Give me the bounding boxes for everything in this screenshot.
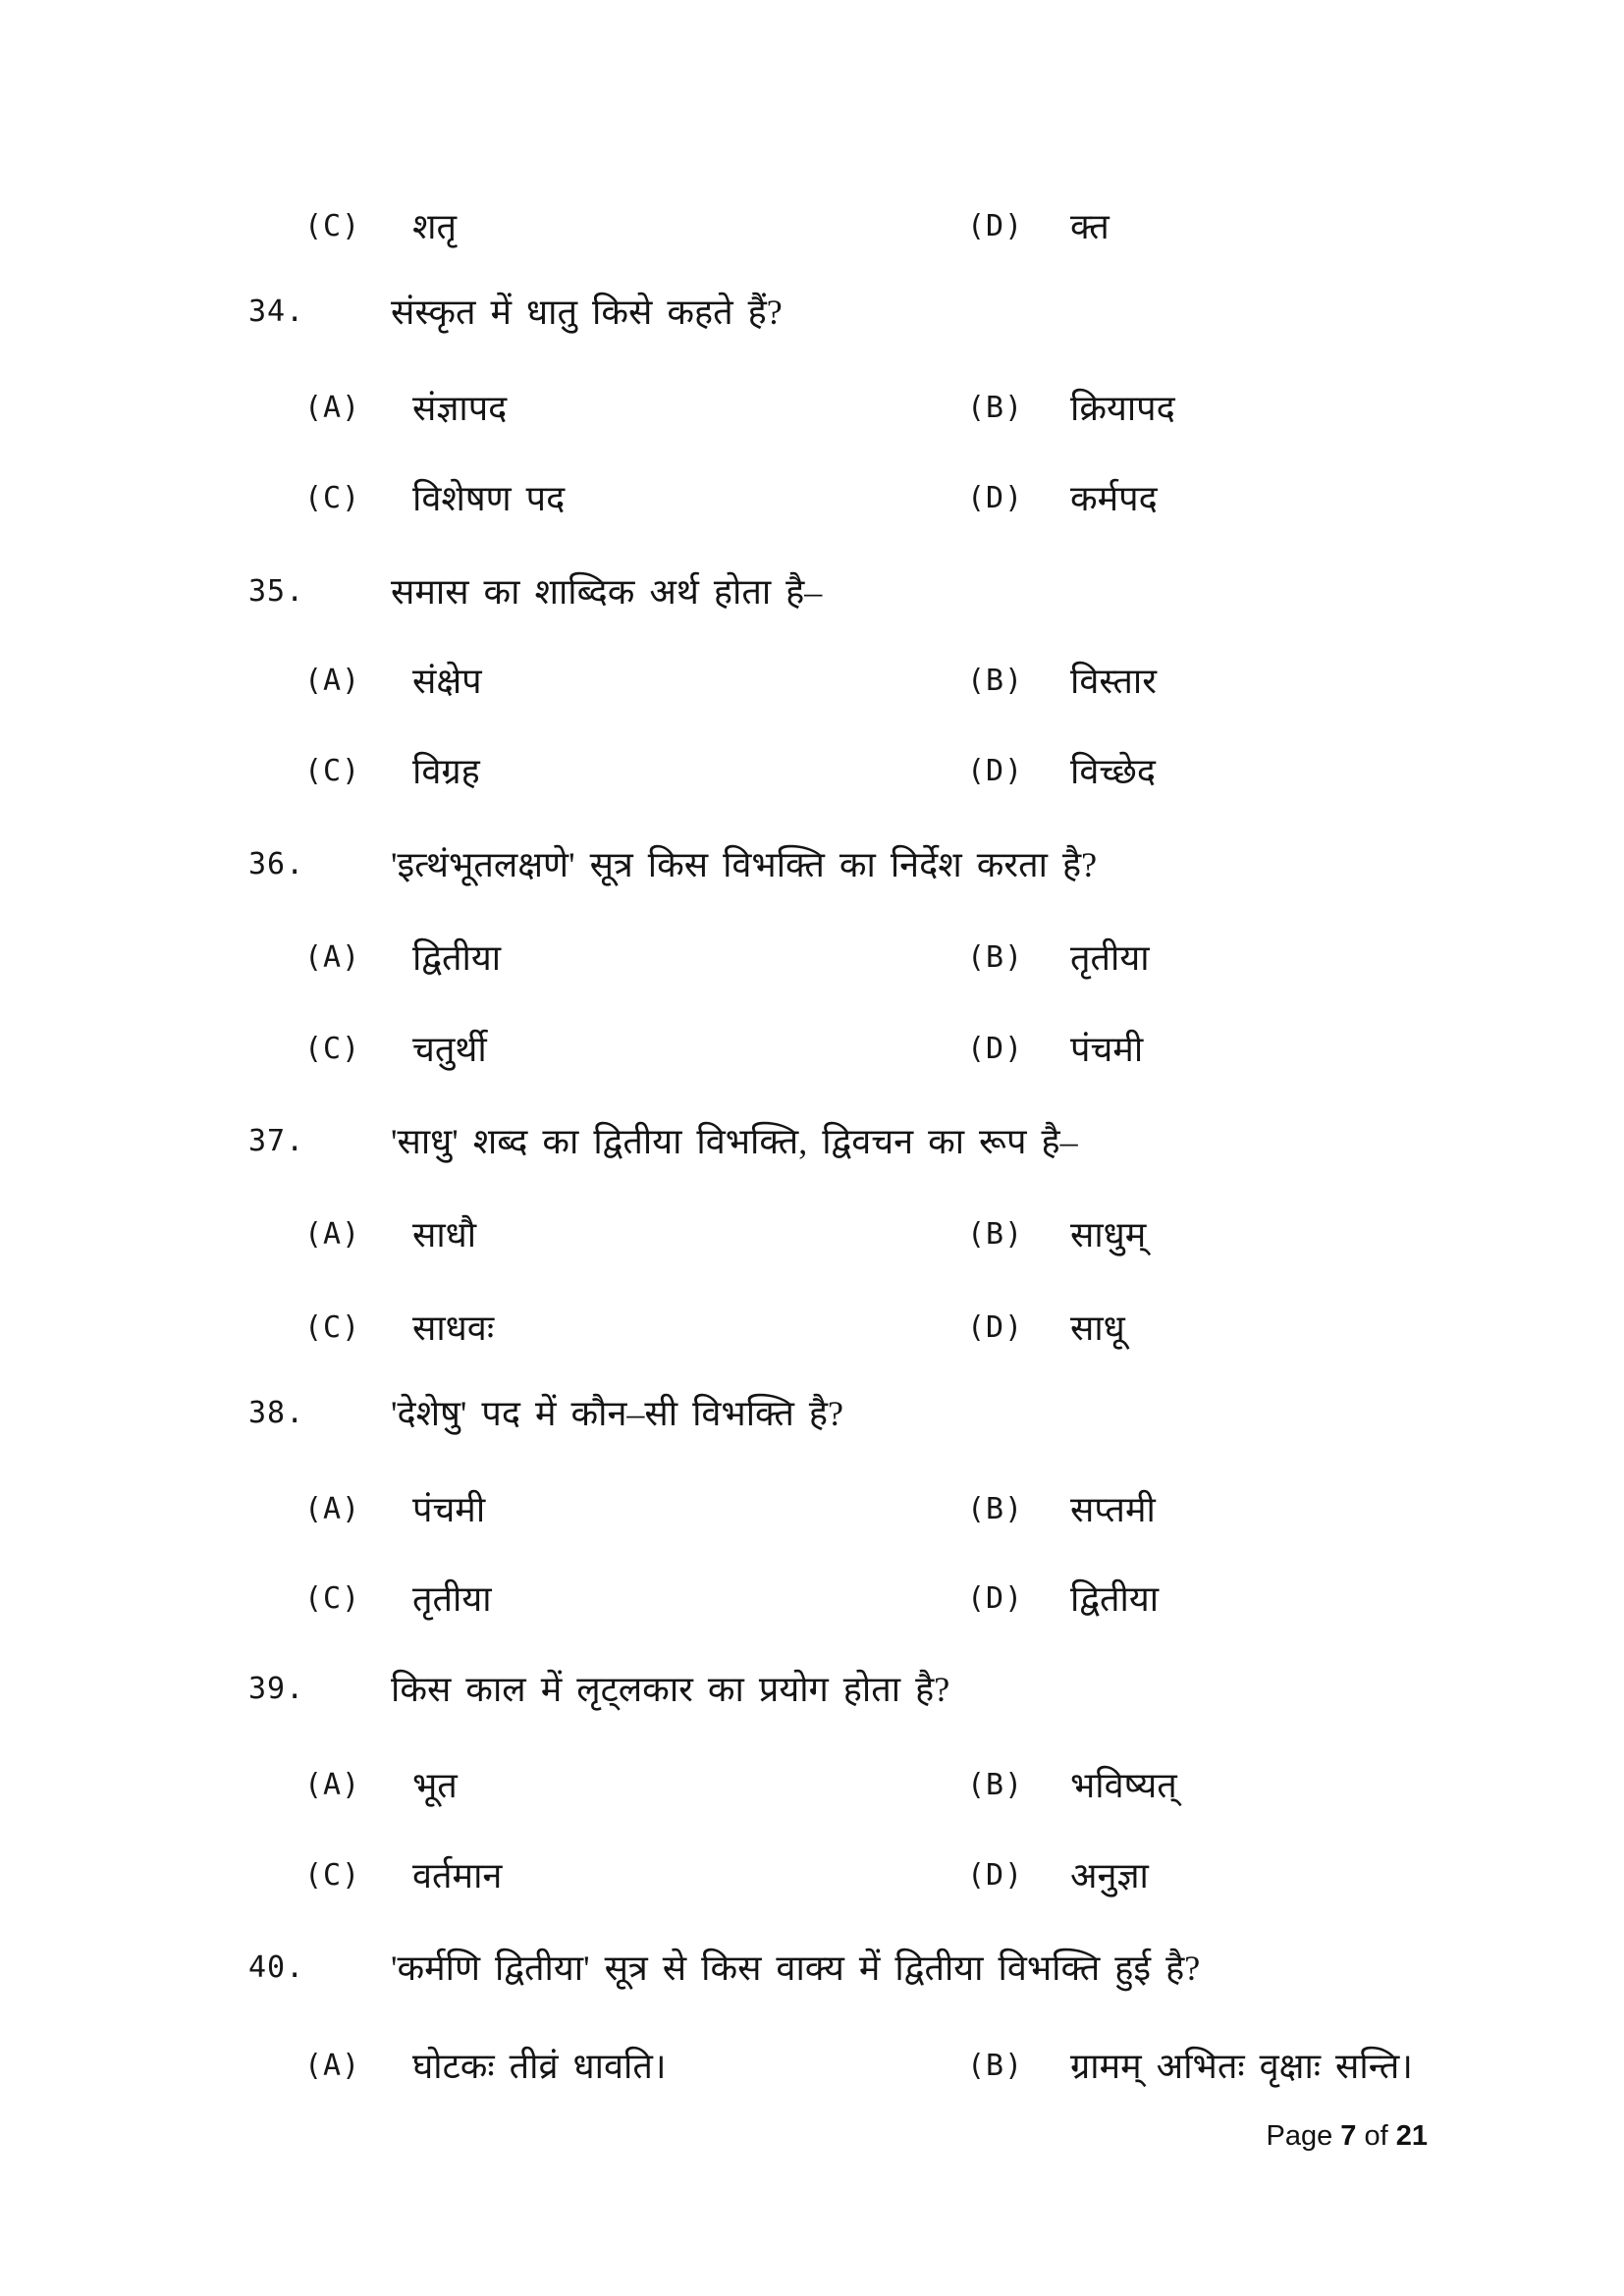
options-row [0, 2041, 1624, 2102]
question-text: किस काल में लृट्लकार का प्रयोग होता है? [391, 1670, 950, 1709]
option-label: (A) [304, 1768, 361, 1802]
options-row [0, 1850, 1624, 1911]
option-label: (B) [967, 664, 1024, 698]
option-text: संक्षेप [412, 662, 482, 701]
options-row [0, 656, 1624, 717]
options-row [0, 1209, 1624, 1270]
option-text: क्त [1070, 207, 1110, 246]
option-text: साधुम् [1070, 1215, 1147, 1255]
option-label: (D) [967, 1032, 1024, 1066]
option-text: विग्रह [412, 752, 480, 791]
question-stem-row-36 [0, 839, 1624, 900]
option-label: (D) [967, 1858, 1024, 1893]
option-label: (C) [304, 1032, 361, 1066]
option-label: (C) [304, 481, 361, 515]
option-label: (A) [304, 2049, 361, 2083]
option-text: साधवः [412, 1308, 495, 1348]
option-text: वर्तमान [412, 1856, 503, 1896]
option-label: (B) [967, 1492, 1024, 1526]
option-label: (B) [967, 2049, 1024, 2083]
option-label: (D) [967, 481, 1024, 515]
question-number: 36. [248, 847, 305, 881]
footer-total-pages: 21 [1395, 2120, 1428, 2152]
option-label: (B) [967, 1217, 1024, 1252]
option-label: (C) [304, 209, 361, 243]
question-stem-row-40 [0, 1943, 1624, 2003]
option-text: साधू [1070, 1308, 1125, 1348]
footer-separator: of [1364, 2120, 1388, 2152]
option-label: (D) [967, 1581, 1024, 1616]
options-row [0, 1574, 1624, 1634]
option-text: पंचमी [1070, 1030, 1144, 1069]
option-text: चतुर्थी [412, 1030, 487, 1069]
question-stem-row-39 [0, 1664, 1624, 1725]
question-stem-row-35 [0, 566, 1624, 627]
question-text: समास का शाब्दिक अर्थ होता है– [391, 572, 823, 612]
option-label: (C) [304, 1858, 361, 1893]
option-text: तृतीया [412, 1579, 492, 1619]
option-text: पंचमी [412, 1490, 486, 1529]
question-text: संस्कृत में धातु किसे कहते हैं? [391, 293, 783, 332]
options-row [0, 473, 1624, 534]
option-text: शतृ [412, 207, 458, 246]
option-text: भविष्यत् [1070, 1766, 1177, 1805]
option-text: घोटकः तीव्रं धावति। [412, 2047, 667, 2086]
option-text: द्वितीया [412, 938, 502, 978]
option-text: तृतीया [1070, 938, 1150, 978]
option-label: (B) [967, 940, 1024, 975]
option-text: क्रियापद [1070, 389, 1175, 428]
carryover-options-row [0, 201, 1624, 262]
question-stem-row-38 [0, 1388, 1624, 1449]
options-row [0, 383, 1624, 444]
option-label: (B) [967, 1768, 1024, 1802]
question-text: 'साधु' शब्द का द्वितीया विभक्ति, द्विवचन का रूप है– [391, 1122, 1078, 1161]
options-row [0, 1303, 1624, 1363]
option-text: संज्ञापद [412, 389, 508, 428]
page-footer [1266, 2120, 1428, 2153]
option-label: (A) [304, 391, 361, 425]
question-number: 39. [248, 1672, 305, 1706]
option-label: (A) [304, 664, 361, 698]
option-text: सप्तमी [1070, 1490, 1156, 1529]
question-text: 'कर्मणि द्वितीया' सूत्र से किस वाक्य में द्वितीया विभक्ति हुई है? [391, 1949, 1201, 1988]
option-label: (C) [304, 1581, 361, 1616]
option-text: अनुज्ञा [1070, 1856, 1149, 1896]
options-row [0, 746, 1624, 807]
option-text: द्वितीया [1070, 1579, 1160, 1619]
option-label: (A) [304, 940, 361, 975]
option-text: कर्मपद [1070, 479, 1158, 518]
option-label: (C) [304, 1310, 361, 1345]
option-label: (D) [967, 1310, 1024, 1345]
question-text: 'इत्थंभूतलक्षणे' सूत्र किस विभक्ति का निर्देश करता है? [391, 845, 1098, 884]
option-label: (C) [304, 754, 361, 788]
options-row [0, 1760, 1624, 1821]
option-label: (A) [304, 1492, 361, 1526]
footer-prefix: Page [1266, 2120, 1333, 2152]
question-number: 40. [248, 1950, 305, 1985]
question-number: 34. [248, 294, 305, 329]
question-number: 35. [248, 574, 305, 609]
option-label: (B) [967, 391, 1024, 425]
question-number: 37. [248, 1124, 305, 1158]
option-text: साधौ [412, 1215, 477, 1255]
options-row [0, 933, 1624, 993]
option-text: भूत [412, 1766, 458, 1805]
options-row [0, 1484, 1624, 1545]
option-label: (D) [967, 209, 1024, 243]
footer-page-number: 7 [1340, 2120, 1357, 2152]
question-stem-row-34 [0, 287, 1624, 347]
option-text: विस्तार [1070, 662, 1157, 701]
question-text: 'देशेषु' पद में कौन–सी विभक्ति है? [391, 1394, 843, 1433]
question-number: 38. [248, 1396, 305, 1430]
question-stem-row-37 [0, 1116, 1624, 1177]
option-text: विच्छेद [1070, 752, 1156, 791]
option-label: (A) [304, 1217, 361, 1252]
option-text: ग्रामम् अभितः वृक्षाः सन्ति। [1070, 2047, 1413, 2086]
options-row [0, 1024, 1624, 1085]
option-label: (D) [967, 754, 1024, 788]
option-text: विशेषण पद [412, 479, 566, 518]
